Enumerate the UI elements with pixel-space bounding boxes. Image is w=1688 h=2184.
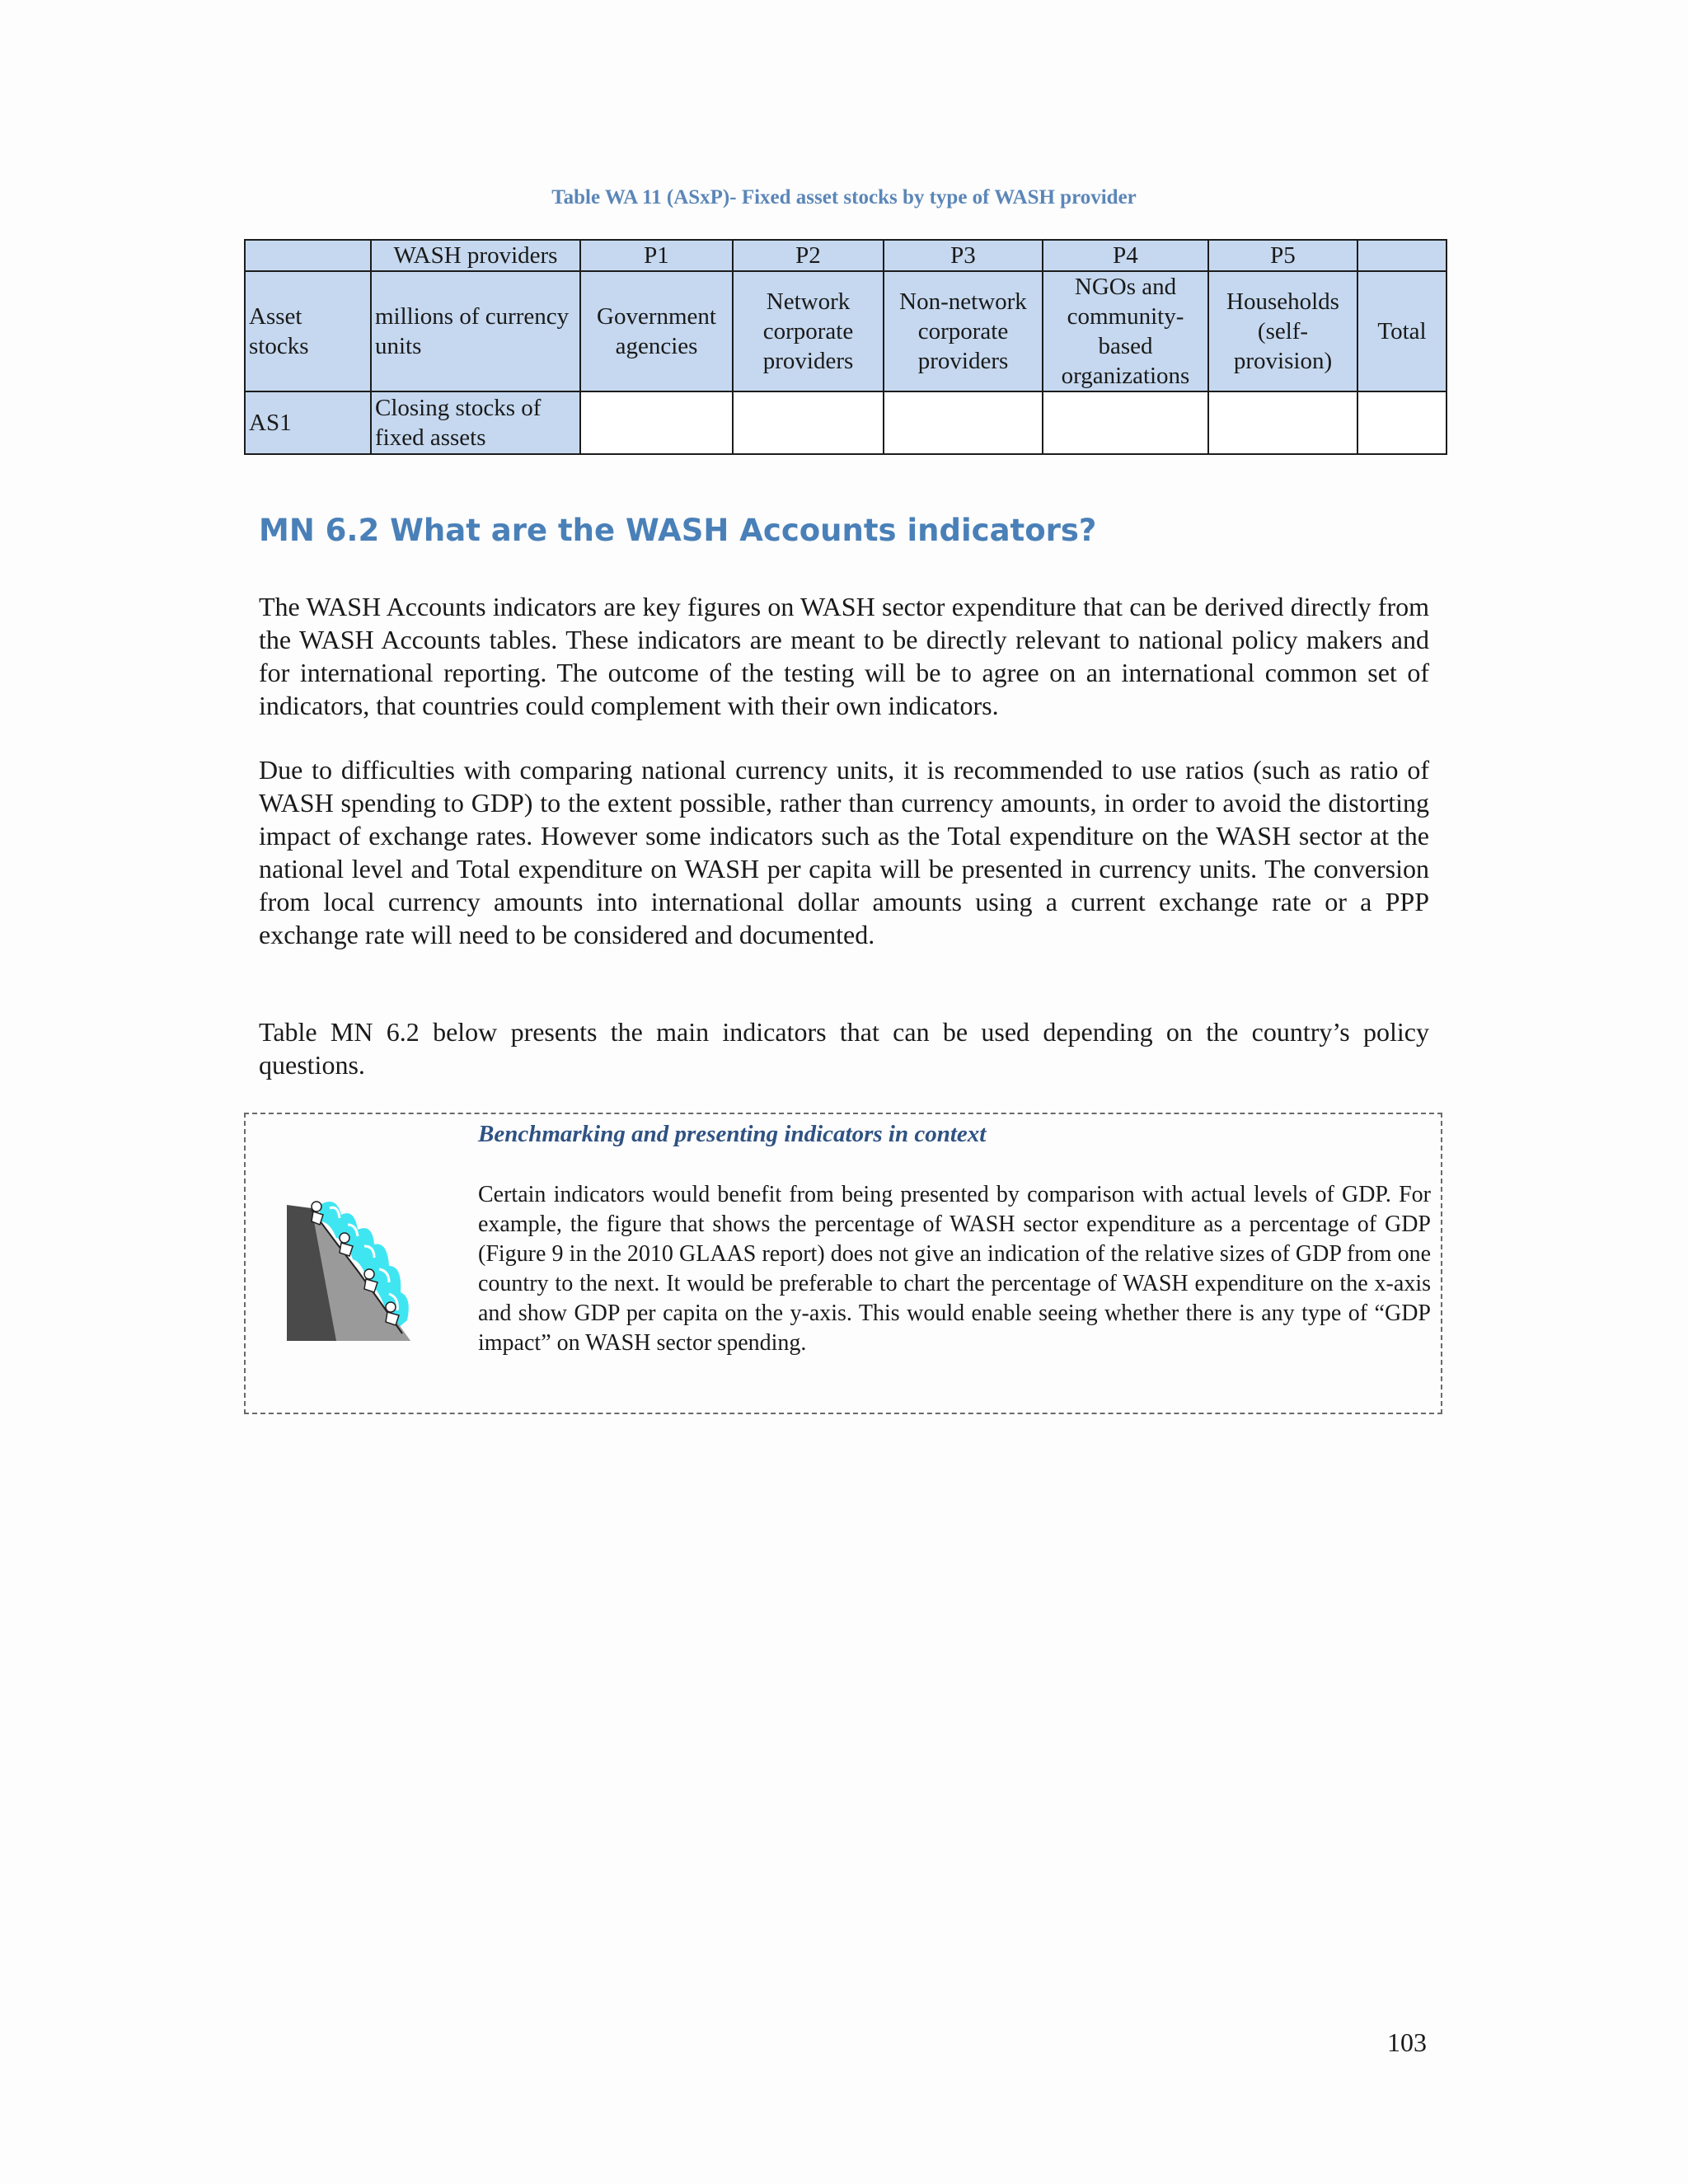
cell-asset-stocks: Asset stocks [245, 271, 371, 391]
cell-total: Total [1357, 271, 1447, 391]
table-row [245, 391, 1447, 454]
body-paragraph: Table MN 6.2 below presents the main indicators that can be used depending on the country’s policy questions. [259, 1017, 1429, 1080]
fixed-asset-stocks-table [244, 239, 1447, 455]
header-cell-empty [245, 240, 371, 271]
cell-government-agencies: Government agencies [580, 271, 733, 391]
cell-value-total [1357, 391, 1447, 454]
section-heading: MN 6.2 What are the WASH Accounts indicators? [259, 513, 1097, 548]
cell-value-p5 [1208, 391, 1357, 454]
cell-ngos: NGOs and community-based organizations [1043, 271, 1208, 391]
tip-text: Certain indicators would benefit from being presented by comparison with actual levels of GDP. For example, the figure that shows the percentage of WASH sector expenditure as a percentage of GDP (Figure 9 in the 2010 GLAAS report) does not give an indication of the relative sizes of GDP from one country to the next. It would be preferable to chart the percentage of WASH expenditure on the x-axis and show GDP per capita on the y-axis. This would enable seeing whether there is any type of “GDP impact” on WASH sector spending. [478, 1182, 1431, 1356]
mountain-climbers-icon [287, 1197, 419, 1341]
table-header-row [245, 240, 1447, 271]
cell-value-p1 [580, 391, 733, 454]
cell-row-code: AS1 [245, 391, 371, 454]
cell-value-p4 [1043, 391, 1208, 454]
header-cell-p2: P2 [733, 240, 884, 271]
header-cell-p1: P1 [580, 240, 733, 271]
header-cell-p3: P3 [884, 240, 1043, 271]
cell-non-network-providers: Non-network corporate providers [884, 271, 1043, 391]
tip-title: Benchmarking and presenting indicators in context [478, 1121, 987, 1147]
table-label-row [245, 271, 1447, 391]
header-cell-p5: P5 [1208, 240, 1357, 271]
body-paragraph: The WASH Accounts indicators are key figures on WASH sector expenditure that can be derived directly from the WASH Accounts tables. These indicators are meant to be directly relevant to national policy makers and for international reporting. The outcome of the testing will be to agree on an international common set of indicators, that countries could complement with their own indicators. [259, 592, 1429, 720]
cell-households: Households (self-provision) [1208, 271, 1357, 391]
cell-value-p2 [733, 391, 884, 454]
header-cell-empty-total [1357, 240, 1447, 271]
header-cell-p4: P4 [1043, 240, 1208, 271]
header-cell-wash-providers: WASH providers [371, 240, 580, 271]
cell-value-p3 [884, 391, 1043, 454]
table-caption: Table WA 11 (ASxP)- Fixed asset stocks by type of WASH provider [551, 186, 1137, 209]
cell-unit: millions of currency units [371, 271, 580, 391]
page-number: 103 [1387, 2027, 1427, 2057]
body-paragraph: Due to difficulties with comparing national currency units, it is recommended to use ratios (such as ratio of WASH spending to GDP) to the extent possible, rather than currency amounts, in order to avoid the distorting impact of exchange rates. However some indicators such as the Total expenditure on the WASH sector at the national level and Total expenditure on WASH per capita will be presented in currency units. The conversion from local currency amounts into international dollar amounts using a current exchange rate or a PPP exchange rate will need to be considered and documented. [259, 755, 1429, 949]
cell-network-providers: Network corporate providers [733, 271, 884, 391]
cell-row-label: Closing stocks of fixed assets [371, 391, 580, 454]
tip-box [244, 1113, 1442, 1414]
